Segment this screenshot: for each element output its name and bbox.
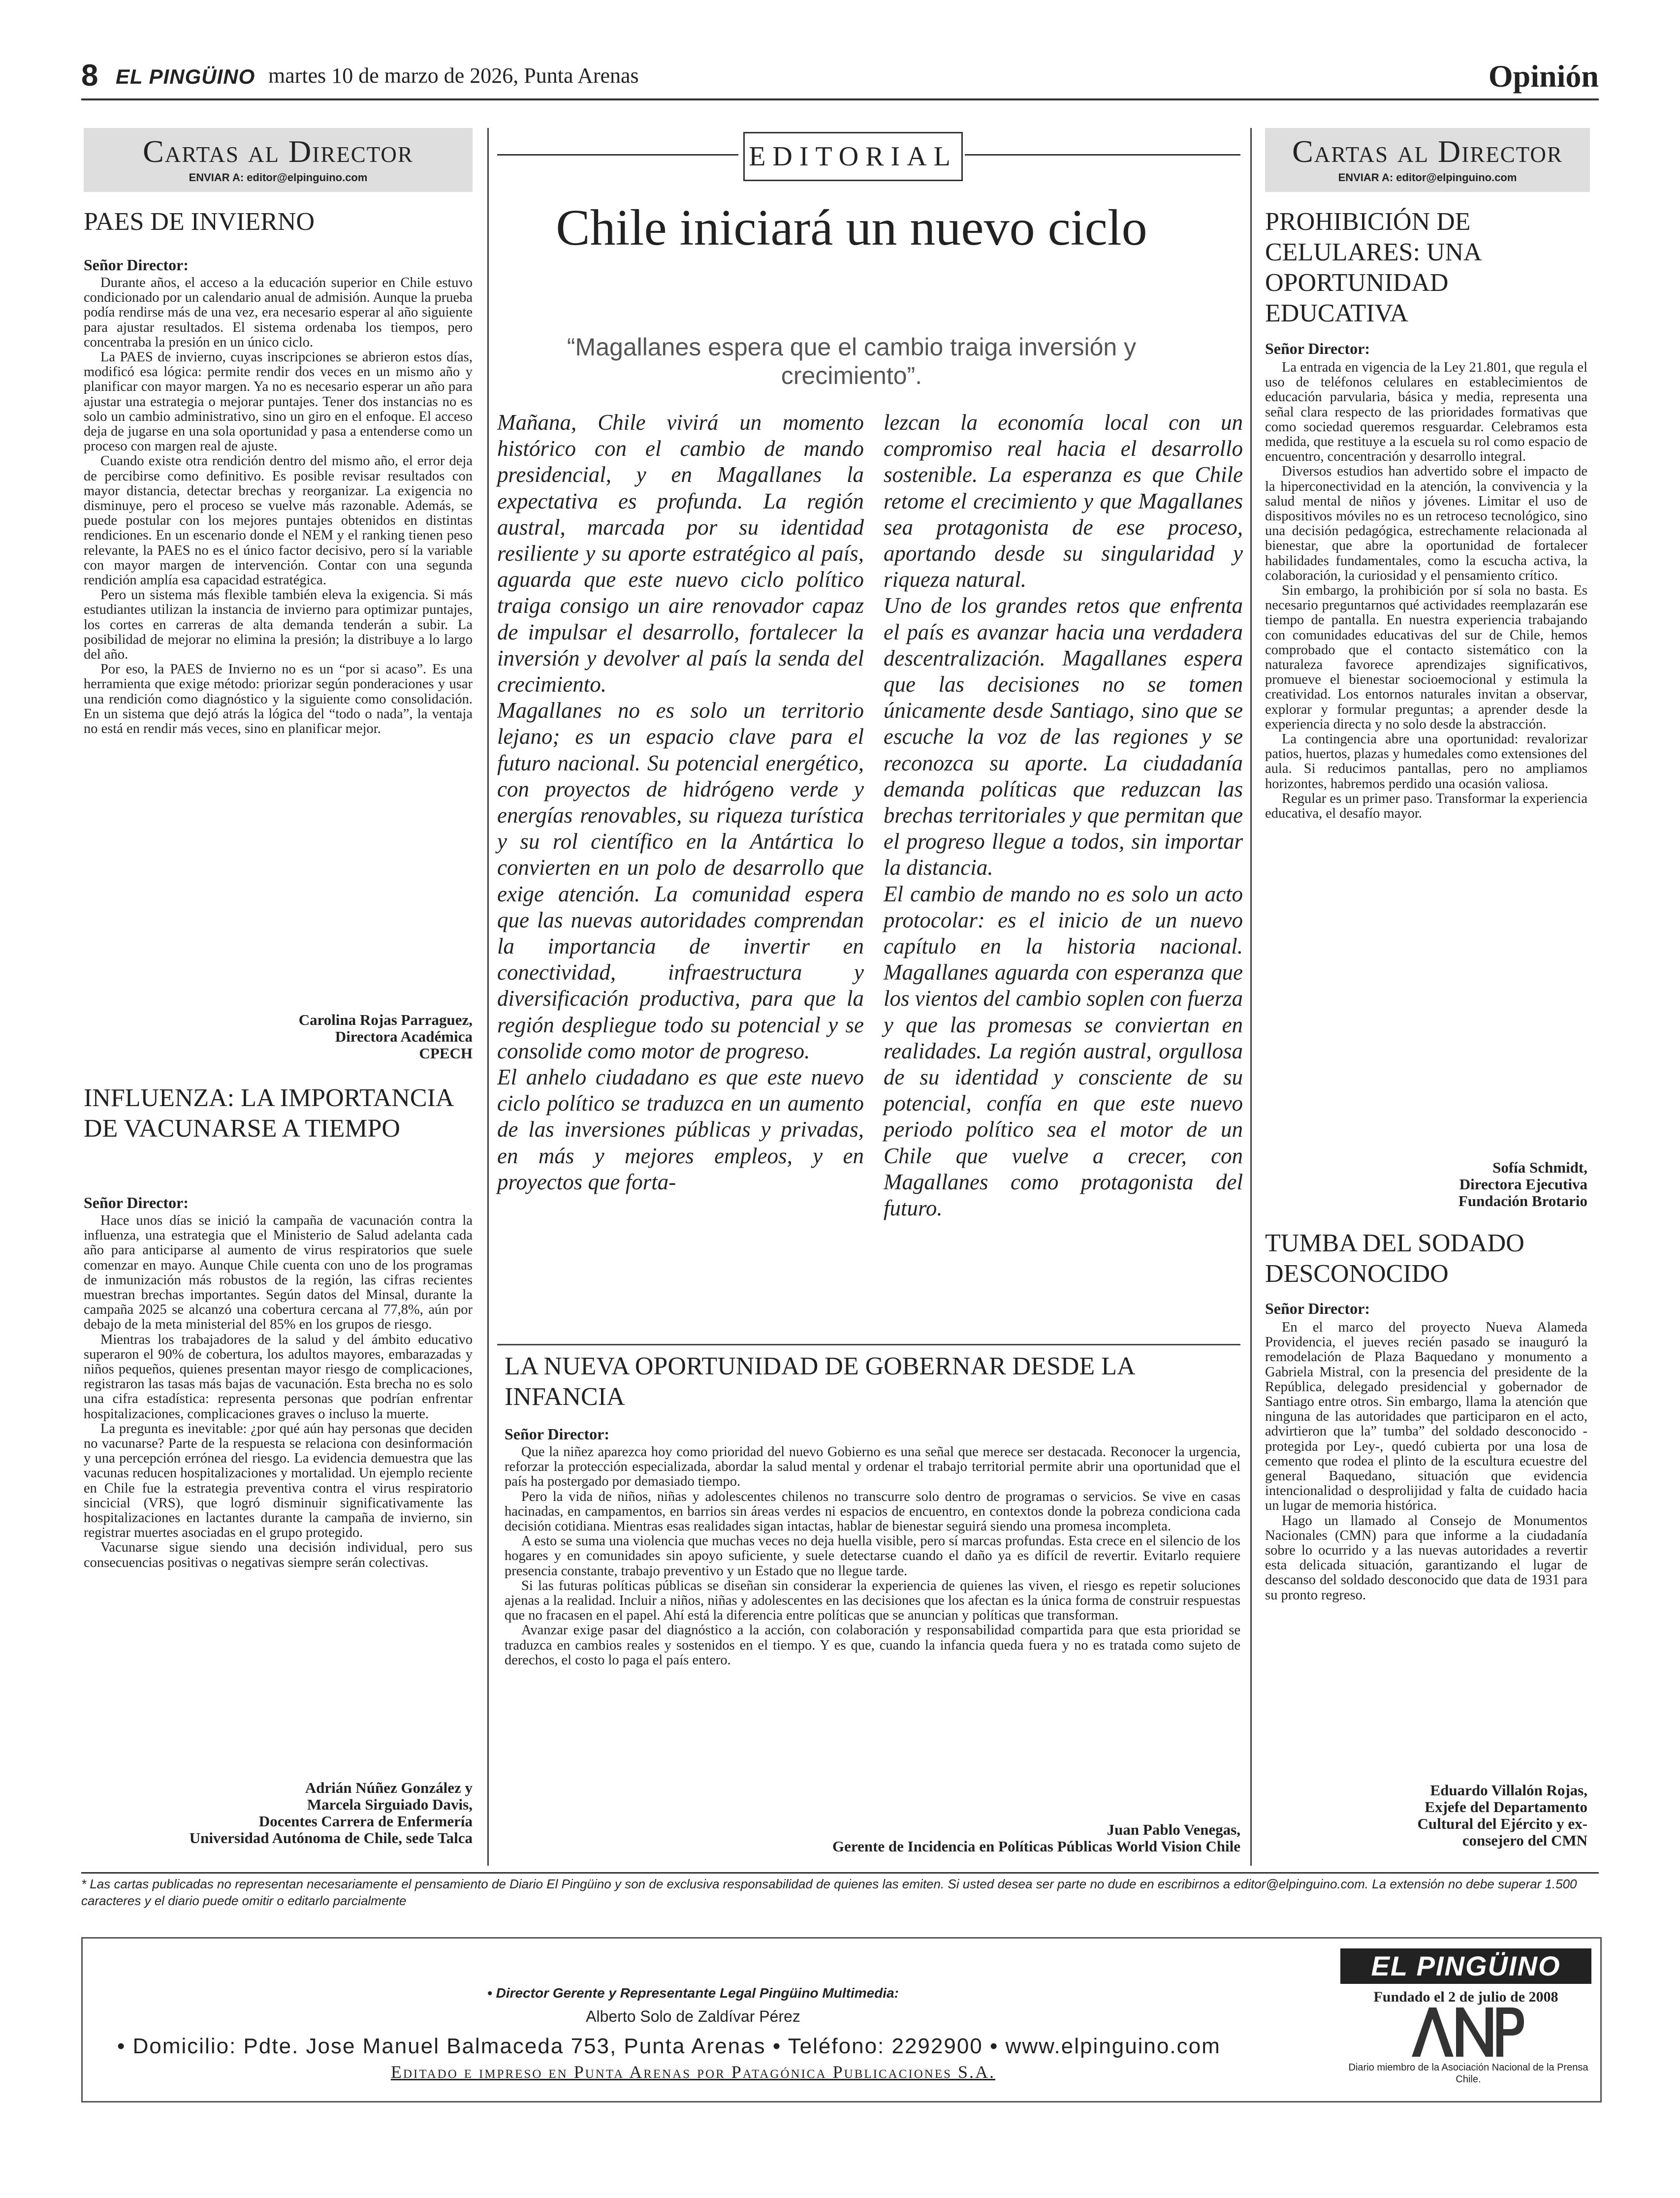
signature-line: Exjefe del Departamento xyxy=(1425,1798,1587,1816)
letter-title: PROHIBICIÓN DE CELULARES: UNA OPORTUNIDAD EDUCATIVA xyxy=(1265,208,1481,327)
letter-title: INFLUENZA: LA IMPORTANCIA DE VACUNARSE A TIEMPO xyxy=(84,1084,453,1143)
editorial-rule-left xyxy=(497,154,738,156)
signature-line: Juan Pablo Venegas, xyxy=(1107,1821,1240,1838)
paragraph: Si las futuras políticas públicas se diseñan sin considerar la experiencia de quienes las viven, el riesgo es repetir soluciones ajenas a la realidad. Incluir a niños, niñas y adolescentes en las decisiones que los afectan es la única forma de construir respuestas que no fracasen en el papel. Ahí está la diferencia entre políticas que se anuncian y políticas que transforman. xyxy=(505,1578,1240,1624)
letter-signature xyxy=(74,1780,473,1847)
letter-signature xyxy=(505,1821,1240,1855)
signature-line: Adrián Núñez González y xyxy=(305,1779,473,1796)
letter-signature xyxy=(1265,1159,1587,1210)
paragraph: Durante años, el acceso a la educación superior en Chile estuvo condicionado por un calendario anual de admisión. Aunque la prueba podía rendirse más de una vez, era necesario esperar al año siguiente para ajustar resultados. El sistema ordenaba los tiempos, pero concentraba la presión en un único ciclo. xyxy=(84,275,473,350)
disclaimer: * Las cartas publicadas no representan necesariamente el pensamiento de Diario El Pingüino y son de exclusiva responsabilidad de quienes las emiten. Si usted desea ser parte no dude en escribirnos a editor@elpinguino.com. La extensión no debe superar 1.500 caracteres y el diario puede omitir o editarlo parcialmente xyxy=(81,1872,1599,1909)
signature-line: Universidad Autónoma de Chile, sede Talca xyxy=(189,1829,473,1847)
paragraph: Mientras los trabajadores de la salud y del ámbito educativo superaron el 90% de cobertura, los adultos mayores, embarazadas y niños pequeños, quienes presentan mayor riesgo de complicaciones, registraron las tasas más bajas de vacunación. Esta brecha no es solo una cifra estadística: representa personas que podrían enfrentar hospitalizaciones, complicaciones graves o incluso la muerte. xyxy=(84,1332,473,1422)
paragraph: Diversos estudios han advertido sobre el impacto de la hiperconectividad en la atención, la convivencia y la salud mental de niños y jóvenes. Limitar el uso de dispositivos móviles no es un retroceso tecnológico, sino una decisión pedagógica, estrechamente relacionada al bienestar, que abre la oportunidad de fortalecer habilidades fundamentales, como la escucha activa, la colaboración, la curiosidad y el pensamiento crítico. xyxy=(1265,464,1587,583)
paragraph: Por eso, la PAES de Invierno no es un “por si acaso”. Es una herramienta que exige método: priorizar según ponderaciones y usar una rendición como diagnóstico y la siguiente como consolidación. En un sistema que dejó atrás la lógica del “todo o nada”, la ventaja no está en rendir más veces, sino en planificar mejor. xyxy=(84,662,473,737)
paragraph: Pero un sistema más flexible también eleva la exigencia. Si más estudiantes utilizan la instancia de invierno para optimizar puntajes, los cortes en carreras de alta demanda tenderán a subir. La posibilidad de mejorar no elimina la presión; la distribuye a lo largo del año. xyxy=(84,587,473,663)
paragraph: Vacunarse sigue siendo una decisión individual, pero sus consecuencias positivas o negativas siempre serán colectivas. xyxy=(84,1540,473,1570)
letter-title: TUMBA DEL SODADO DESCONOCIDO xyxy=(1265,1229,1524,1288)
cartas-box-right xyxy=(1265,128,1590,192)
founded-date: Fundado el 2 de julio de 2008 xyxy=(1373,1989,1558,2005)
paragraph: A esto se suma una violencia que muchas veces no deja huella visible, pero sí marcas profundas. Esta crece en el silencio de los hogares y en comunidades sin apoyo suficiente, y suele detectarse cuando el daño ya es difícil de revertir. Evitarlo requiere presencia constante, trabajo preventivo y un Estado que no llegue tarde. xyxy=(505,1533,1240,1579)
paragraph: La contingencia abre una oportunidad: revalorizar patios, huertos, plazas y humedales como extensiones del aula. Si reducimos pantallas, pero no ampliamos horizontes, habremos perdido una ocasión valiosa. xyxy=(1265,732,1587,792)
header-rule xyxy=(81,98,1599,100)
paragraph: La pregunta es inevitable: ¿por qué aún hay personas que deciden no vacunarse? Parte de la respuesta se relaciona con desinformación y una percepción errónea del riesgo. La evidencia demuestra que las vacunas reducen hospitalizaciones y mortalidad. Un ejemplo reciente en Chile fue la estrategia preventiva contra el virus respiratorio sincicial (VRS), que logró disminuir significativamente las hospitalizaciones en lactantes durante la campaña de invierno, sin registrar muertes asociadas en el grupo protegido. xyxy=(84,1421,473,1541)
letter-signature xyxy=(1255,1782,1587,1849)
editorial-column-1 xyxy=(497,410,864,1195)
letter-title: PAES DE INVIERNO xyxy=(84,208,315,236)
salutation: Señor Director: xyxy=(84,1194,189,1211)
paragraph: Magallanes no es solo un territorio lejano; es un espacio clave para el futuro nacional. Su potencial energético, con proyectos de hidrógeno verde y energías renovables, su riqueza turística y su rol científico en la Antártica lo convierten en un polo de desarrollo que exige atención. La comunidad espera que las nuevas autoridades comprendan la importancia de invertir en conectividad, infraestructura y diversificación productiva, para que la región despliegue todo su potencial y se consolide como motor de progreso. xyxy=(497,698,864,1063)
letter-body xyxy=(505,1445,1240,1668)
address-line: • Domicilio: Pdte. Jose Manuel Balmaceda 753, Punta Arenas • Teléfono: 2292900 • www.elpinguino.com xyxy=(117,2034,1221,2058)
director-label: • Director Gerente y Representante Legal Pingüino Multimedia: xyxy=(487,1985,899,2001)
salutation: Señor Director: xyxy=(1265,1300,1370,1317)
anp-logo-text: ANP xyxy=(1466,2044,1467,2045)
footer-box xyxy=(81,1937,1602,2102)
signature-line: Docentes Carrera de Enfermería xyxy=(258,1813,473,1830)
anp-logo-icon xyxy=(1407,2005,1525,2059)
signature-line: Carolina Rojas Parraguez, xyxy=(298,1011,473,1028)
signature-line: Cultural del Ejército y ex- xyxy=(1417,1815,1587,1832)
director-name: Alberto Solo de Zaldívar Pérez xyxy=(586,2007,800,2025)
paragraph: Sin embargo, la prohibición por sí sola no basta. Es necesario preguntarnos qué actividades reemplazarán ese tiempo de pantalla. En nuestra experiencia trabajando con comunidades educativas del sur de Chile, hemos comprobado que el contacto sistemático con la naturaleza favorece aprendizajes significativos, promueve el bienestar socioemocional y estimula la creatividad. Los entornos naturales invitan a observar, explorar y formular preguntas; a aprender desde la experiencia directa y no solo desde la abstracción. xyxy=(1265,583,1587,732)
salutation: Señor Director: xyxy=(84,256,189,274)
letter-body xyxy=(1265,360,1587,821)
paragraph: El anhelo ciudadano es que este nuevo ciclo político se traduzca en un aumento de las inversiones públicas y privadas, en más y mejores empleos, y en proyectos que forta- xyxy=(497,1065,864,1194)
masthead-logo: EL PINGÜINO xyxy=(1340,1948,1591,1984)
letter-body xyxy=(84,276,473,736)
page-number: 8 xyxy=(81,59,98,93)
paragraph: Que la niñez aparezca hoy como prioridad del nuevo Gobierno es una señal que merece ser destacada. Reconocer la urgencia, reforzar la protección especializada, abordar la salud mental y ordenar el trabajo territorial permite abrir una oportunidad que el país ha postergado por demasiado tiempo. xyxy=(505,1444,1240,1490)
edited-by: Editado e impreso en Punta Arenas por Patagónica Publicaciones S.A. xyxy=(390,2062,996,2082)
signature-line: consejero del CMN xyxy=(1462,1832,1587,1849)
paragraph: lezcan la economía local con un compromiso real hacia el desarrollo sostenible. La esperanza es que Chile retome el crecimiento y que Magallanes sea protagonista de ese proceso, aportando desde su singularidad y riqueza natural. xyxy=(884,410,1243,592)
cartas-title: Cartas al Director xyxy=(143,134,413,169)
editorial-rule-right xyxy=(965,154,1240,156)
paragraph: La entrada en vigencia de la Ley 21.801, que regula el uso de teléfonos celulares en establecimientos de educación parvularia, básica y media, representa una señal clara respecto de las prioridades formativas que como sociedad queremos resguardar. Celebramos esta medida, que restituye a la escuela su rol como espacio de encuentro, concentración y desarrollo integral. xyxy=(1265,360,1587,465)
editorial-title: Chile iniciará un nuevo ciclo xyxy=(556,199,1147,256)
section-title: Opinión xyxy=(1488,59,1599,94)
cartas-email: ENVIAR A: editor@elpinguino.com xyxy=(189,171,368,184)
paragraph: En el marco del proyecto Nueva Alameda Providencia, el jueves recién pasado se inauguró la remodelación de Plaza Baquedano y monumento a Gabriela Mistral, con la presencia del presidente de la República, delegado presidencial y gobernador de Santiago entre otros. Sin embargo, llama la atención que ninguna de las autoridades que participaron en el acto, advirtieron que la” tumba” del soldado desconocido -protegida por Ley-, quedó cubierta por una losa de cemento que rodea el plinto de la escultura ecuestre del general Baquedano, situación que evidencia intencionalidad o desprolijidad y falta de cuidado hacia un lugar de memoria histórica. xyxy=(1265,1320,1587,1514)
letter-body xyxy=(84,1213,473,1570)
paragraph: Regular es un primer paso. Transformar la experiencia educativa, el desafío mayor. xyxy=(1265,791,1587,822)
signature-line: Directora Ejecutiva xyxy=(1459,1176,1587,1193)
masthead-small: EL PINGÜINO xyxy=(116,65,255,88)
signature-line: Fundación Brotario xyxy=(1458,1192,1587,1210)
paragraph: Pero la vida de niños, niñas y adolescentes chilenos no transcurre solo dentro de programas o servicios. Se vive en casas hacinadas, en campamentos, en barrios sin áreas verdes ni espacios de encuentro, en contextos donde la pobreza condiciona cada decisión cotidiana. Mientras esas realidades sigan intactas, hablar de bienestar seguirá siendo una promesa incompleta. xyxy=(505,1489,1240,1534)
header-date: martes 10 de marzo de 2026, Punta Arenas xyxy=(268,64,639,88)
cartas-box-left xyxy=(84,128,473,192)
signature-line: Gerente de Incidencia en Políticas Públicas World Vision Chile xyxy=(832,1838,1240,1855)
editorial-subtitle: “Magallanes espera que el cambio traiga inversión y crecimiento”. xyxy=(567,333,1137,389)
signature-line: Marcela Sirguiado Davis, xyxy=(307,1796,473,1813)
cartas-email: ENVIAR A: editor@elpinguino.com xyxy=(1338,171,1517,184)
paragraph: Hace unos días se inició la campaña de vacunación contra la influenza, una estrategia que el Ministerio de Salud adelanta cada año para anticiparse al aumento de virus respiratorios que suele comenzar en mayo. Aunque Chile cuenta con uno de los programas de inmunización más robustos de la región, las cifras recientes muestran brechas importantes. Según datos del Minsal, durante la campaña 2025 se alcanzó una cobertura cercana al 77,8%, aún por debajo de la meta ministerial del 85% en los grupos de riesgo. xyxy=(84,1213,473,1333)
column-separator-left xyxy=(487,128,489,1866)
page-header xyxy=(81,58,1599,102)
signature-line: Directora Académica xyxy=(335,1028,473,1045)
salutation: Señor Director: xyxy=(505,1425,609,1443)
cartas-title: Cartas al Director xyxy=(1292,134,1563,169)
signature-line: CPECH xyxy=(419,1045,473,1062)
paragraph: Cuando existe otra rendición dentro del mismo año, el error deja de percibirse como definitivo. Es posible revisar resultados con mayor distancia, detectar brechas y reorganizar. La exigencia no disminuye, pero el proceso se vuelve más razonable. Además, se puede postular con los mejores puntajes obtenidos en distintas rendiciones. En un escenario donde el NEM y el ranking tienen peso relevante, la PAES no es el único factor decisivo, pero sí la variable con mayor margen de intervención. Contar con una segunda rendición amplía esa capacidad estratégica. xyxy=(84,453,473,588)
paragraph: La PAES de invierno, cuyas inscripciones se abrieron estos días, modificó esa lógica: permite rendir dos veces en un mismo año y planificar con mayor margen. Ya no es necesario esperar un año para ajustar una estrategia o mejorar puntajes. Tener dos instancias no es solo un cambio administrativo, sino un giro en el enfoque. El acceso deja de jugarse en una sola oportunidad y pasa a entenderse como un proceso con margen real de ajuste. xyxy=(84,350,473,454)
paragraph: Mañana, Chile vivirá un momento histórico con el cambio de mando presidencial, y en Magallanes la expectativa es profunda. La región austral, marcada por su identidad resiliente y su aporte estratégico al país, aguarda que este nuevo ciclo político traiga consigo un aire renovador capaz de impulsar el desarrollo, fortalecer la inversión y devolver al país la senda del crecimiento. xyxy=(497,410,864,697)
signature-line: Eduardo Villalón Rojas, xyxy=(1430,1782,1587,1799)
editorial-bottom-rule xyxy=(497,1344,1240,1345)
paragraph: Uno de los grandes retos que enfrenta el país es avanzar hacia una verdadera descentralización. Magallanes espera que las decisiones no se tomen únicamente desde Santiago, sino que se escuche la voz de las regiones y se reconozca su aporte. La ciudadanía demanda políticas que reduzcan las brechas territoriales y que permitan que el progreso llegue a todos, sin importar la distancia. xyxy=(884,593,1243,880)
signature-line: Sofía Schmidt, xyxy=(1492,1159,1587,1176)
letter-body xyxy=(1265,1320,1587,1603)
paragraph: Hago un llamado al Consejo de Monumentos Nacionales (CMN) para que informe a la ciudadanía sobre lo ocurrido y a las nuevas autoridades a revertir esta delicada situación, garantizando el lugar de descanso del soldado desconocido que data de 1931 para su pronto regreso. xyxy=(1265,1513,1587,1603)
editorial-column-2 xyxy=(884,410,1243,1221)
paragraph: Avanzar exige pasar del diagnóstico a la acción, con colaboración y responsabilidad compartida para que esta prioridad se traduzca en cambios reales y sostenidos en el tiempo. Y es que, cuando la infancia queda fuera y no es tratada como sujeto de derechos, el costo lo paga el país entero. xyxy=(505,1623,1240,1668)
paragraph: El cambio de mando no es solo un acto protocolar: es el inicio de un nuevo capítulo en la historia nacional. Magallanes aguarda con esperanza que los vientos del cambio soplen con fuerza y que las promesas se conviertan en realidades. La región austral, orgullosa de su identidad y consciente de su potencial, confía en que este nuevo periodo político sea el motor de un Chile que vuelve a crecer, con Magallanes como protagonista del futuro. xyxy=(884,881,1243,1221)
anp-caption: Diario miembro de la Asociación Nacional de la Prensa Chile. xyxy=(1348,2062,1588,2085)
letter-signature xyxy=(84,1012,473,1062)
letter-title: LA NUEVA OPORTUNIDAD DE GOBERNAR DESDE LA INFANCIA xyxy=(505,1352,1134,1411)
column-separator-right xyxy=(1250,128,1252,1866)
salutation: Señor Director: xyxy=(1265,340,1370,357)
editorial-label: EDITORIAL xyxy=(743,132,963,181)
